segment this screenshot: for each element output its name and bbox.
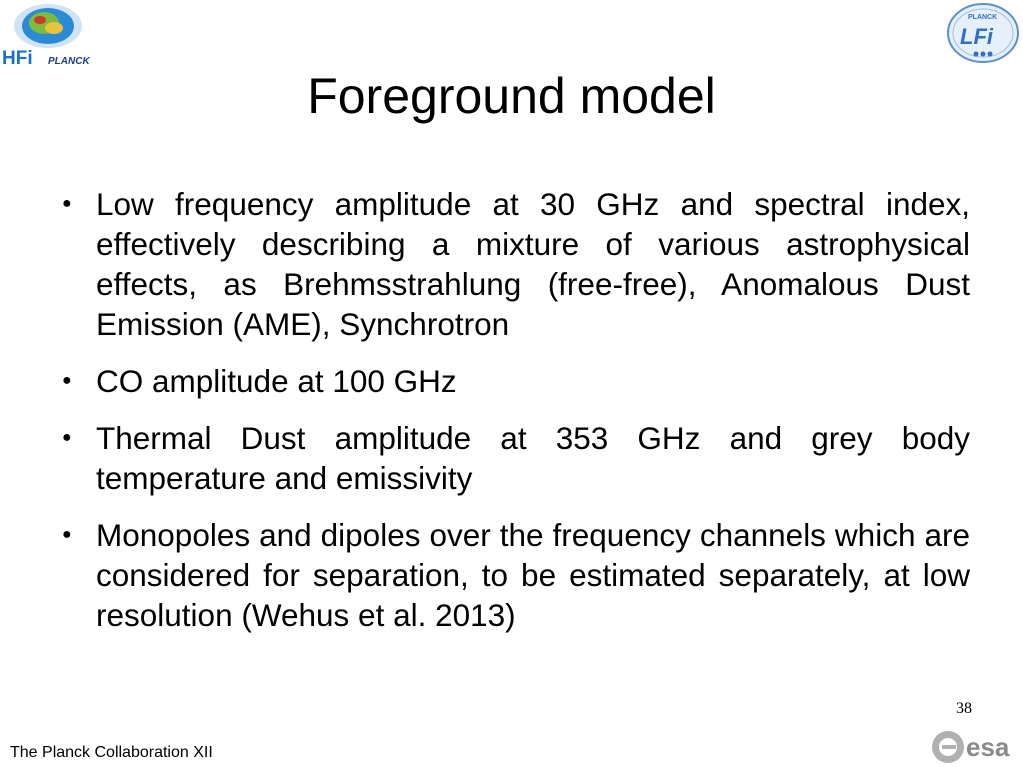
bullet-marker: ●	[62, 372, 72, 389]
bullet-item	[60, 184, 970, 344]
hfi-logo-text: HFi	[2, 48, 33, 69]
page-number: 38	[956, 700, 972, 717]
hfi-logo-subtext: PLANCK	[48, 56, 90, 67]
bullet-text: Monopoles and dipoles over the frequency channels which are considered for separation, to be estimated separately, at low resolution (Wehus et al. 2013)	[96, 517, 970, 633]
bullet-marker: ●	[62, 195, 72, 212]
bullet-marker: ●	[62, 526, 72, 543]
esa-logo-text: esa	[966, 732, 1010, 762]
slide-title: Foreground model	[307, 68, 716, 124]
hfi-planck-logo	[2, 2, 100, 70]
bullet-text: Thermal Dust amplitude at 353 GHz and grey body temperature and emissivity	[96, 420, 970, 496]
bullet-item	[60, 361, 970, 401]
bullet-text: CO amplitude at 100 GHz	[96, 363, 457, 399]
bullet-text: Low frequency amplitude at 30 GHz and spectral index, effectively describing a mixture of various astrophysical effects, as Brehmsstrahlung (free-free), Anomalous Dust Emission (AME), Synchrotron	[96, 186, 970, 342]
lfi-logo-top-text: PLANCK	[968, 14, 998, 21]
bullet-item	[60, 515, 970, 635]
esa-logo	[930, 728, 1022, 766]
footer-text: The Planck Collaboration XII	[10, 744, 213, 761]
bullet-list	[60, 184, 970, 652]
lfi-planck-logo	[946, 2, 1020, 64]
lfi-logo-text: LFi	[960, 24, 993, 49]
bullet-item	[60, 418, 970, 498]
bullet-marker: ●	[62, 429, 72, 446]
